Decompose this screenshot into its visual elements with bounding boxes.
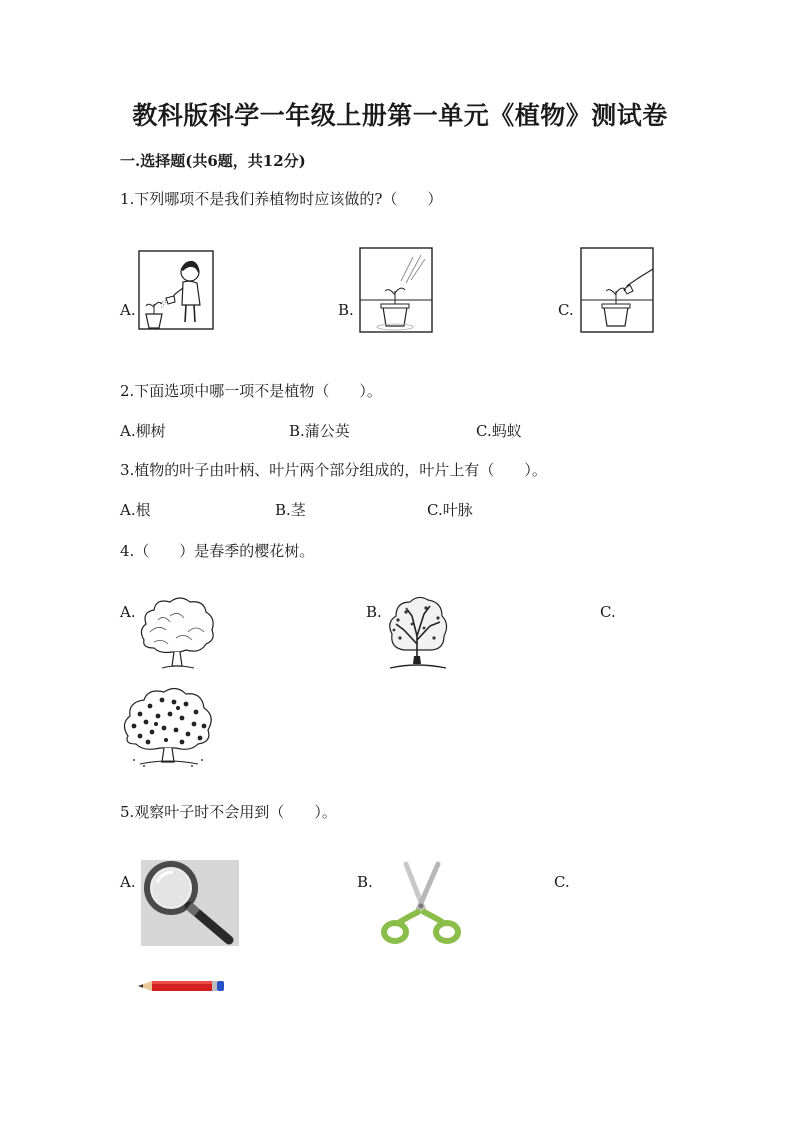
- q5-option-b[interactable]: B.: [357, 873, 373, 891]
- question-2-stem: 2.下面选项中哪一项不是植物（ ）。: [120, 382, 382, 400]
- question-4-stem: 4.（ ）是春季的樱花树。: [120, 542, 315, 560]
- question-1-stem: 1.下列哪项不是我们养植物时应该做的?（ ）: [120, 190, 443, 208]
- q5-option-c[interactable]: C.: [554, 873, 570, 891]
- q4-option-b[interactable]: B.: [366, 603, 382, 621]
- q2-option-b[interactable]: B.蒲公英: [289, 422, 350, 440]
- question-5-stem: 5.观察叶子时不会用到（ ）。: [120, 803, 337, 821]
- q1-option-a[interactable]: A.: [120, 301, 136, 319]
- pot-under-sun-icon: [359, 247, 433, 333]
- q5-option-a[interactable]: A.: [120, 873, 136, 891]
- bare-tree-icon: [382, 594, 452, 674]
- watering-child-icon: [138, 250, 214, 330]
- q1-option-b[interactable]: B.: [338, 301, 354, 319]
- q2-option-c[interactable]: C.蚂蚁: [476, 422, 522, 440]
- q3-option-a[interactable]: A.根: [120, 501, 151, 519]
- leafy-tree-icon: [136, 594, 218, 672]
- q1-option-c[interactable]: C.: [558, 301, 574, 319]
- magnifying-glass-icon: [141, 860, 239, 946]
- cherry-blossom-tree-icon: [120, 686, 216, 768]
- pencil-icon: [136, 978, 226, 994]
- q3-option-b[interactable]: B.茎: [275, 501, 306, 519]
- section-heading: 一.选择题(共6题，共12分): [120, 152, 306, 170]
- pot-with-hand-icon: [580, 247, 654, 333]
- question-3-stem: 3.植物的叶子由叶柄、叶片两个部分组成的，叶片上有（ ）。: [120, 461, 547, 479]
- q3-option-c[interactable]: C.叶脉: [427, 501, 473, 519]
- q4-option-a[interactable]: A.: [120, 603, 136, 621]
- scissors-icon: [378, 858, 464, 950]
- page-title: 教科版科学一年级上册第一单元《植物》测试卷: [132, 101, 668, 130]
- q2-option-a[interactable]: A.柳树: [120, 422, 166, 440]
- q4-option-c[interactable]: C.: [600, 603, 616, 621]
